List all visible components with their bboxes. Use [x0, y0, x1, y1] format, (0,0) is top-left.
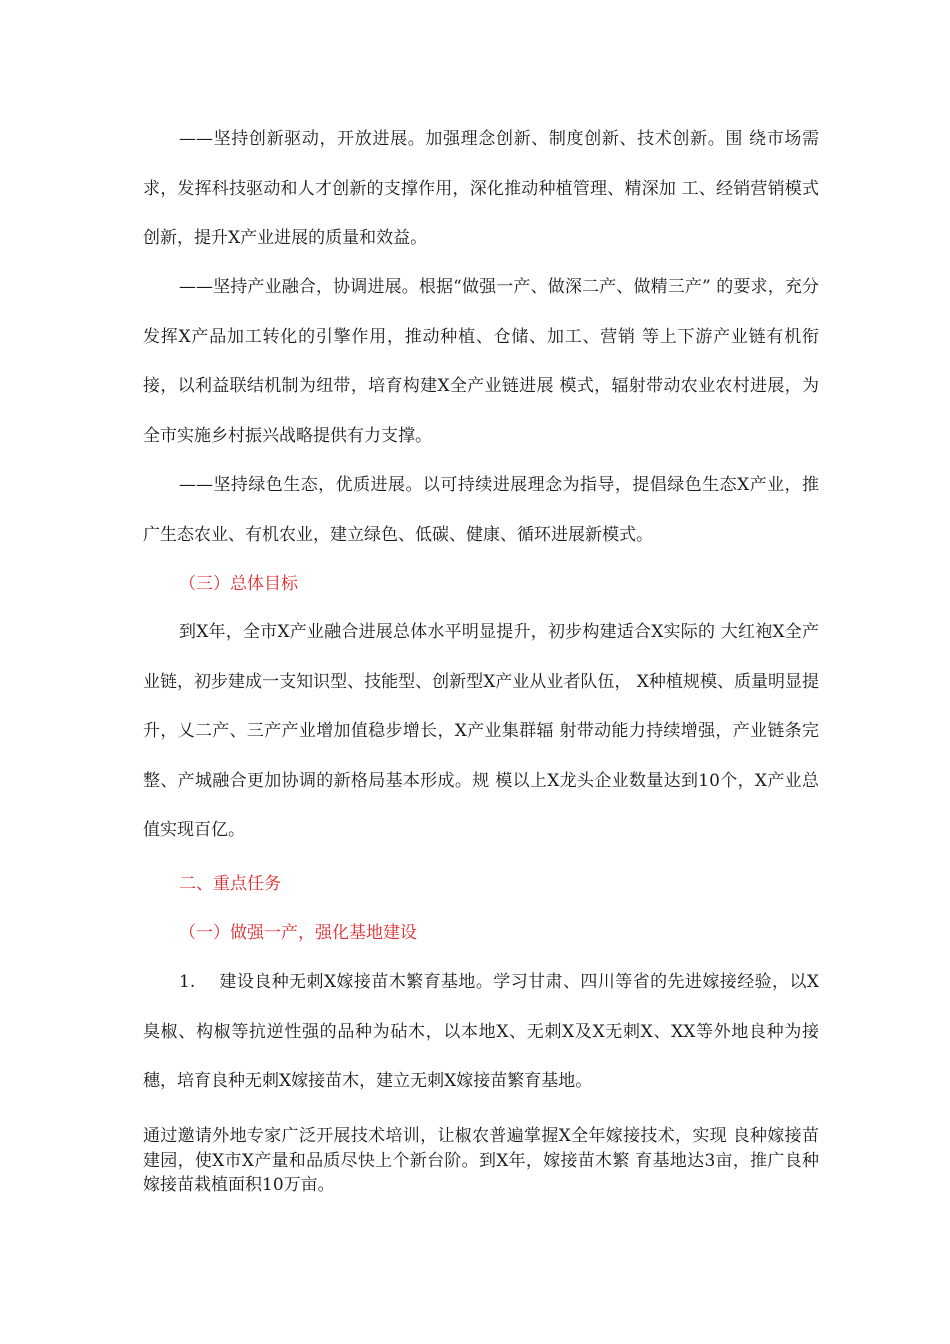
- section-heading-overall-goals: （三）总体目标: [179, 574, 298, 594]
- item-number: 1.: [179, 972, 196, 992]
- numbered-item-grafting-base: [143, 958, 819, 1107]
- paragraph-innovation: ——坚持创新驱动，开放进展。加强理念创新、制度创新、技术创新。围 绕市场需求，发挥科技驱动和人才创新的支撑作用，深化推动种植管理、精深加 工、经销营销模式创新，提升X产业进展的质量和效益。: [143, 129, 819, 248]
- paragraph-green-ecology: ——坚持绿色生态，优质进展。以可持续进展理念为指导，提倡绿色生态X产业，推广生态农业、有机农业，建立绿色、低碳、健康、循环进展新模式。: [143, 475, 819, 545]
- section-heading-primary-industry: （一）做强一产，强化基地建设: [179, 923, 417, 943]
- paragraph-integration: ——坚持产业融合，协调进展。根据“做强一产、做深二产、做精三产” 的要求，充分发挥X产品加工转化的引擎作用，推动种植、仓储、加工、营销 等上下游产业链有机衔接，以利益联结机制为纽带，培育构建X全产业链进展 模式，辐射带动农业农村进展，为全市实施乡村振兴战略提供有力支撑。: [143, 277, 819, 446]
- section-heading-key-tasks: 二、重点任务: [179, 874, 281, 894]
- paragraph-technical-training: 通过邀请外地专家广泛开展技术培训，让椒农普遍掌握X全年嫁接技术，实现 良种嫁接苗建园，使X市X产量和品质尽快上个新台阶。到X年，嫁接苗木繁 育基地达3亩，推广良种嫁接苗栽植面积10万亩。: [143, 1126, 819, 1195]
- item-text: 建设良种无刺X嫁接苗木繁育基地。学习甘肃、四川等省的先进嫁接经验，以X臭椒、构椒等抗逆性强的品种为砧木，以本地X、无刺X及X无刺X、XX等外地良种为接穗，培育良种无刺X嫁接苗木，建立无刺X嫁接苗繁育基地。: [143, 972, 819, 1091]
- paragraph-overall-goals: 到X年，全市X产业融合进展总体水平明显提升，初步构建适合X实际的 大红袍X全产业链，初步建成一支知识型、技能型、创新型X产业从业者队伍， X种植规模、质量明显提升，乂二产、三产产业增加值稳步增长，X产业集群辐 射带动能力持续增强，产业链条完整、产城融合更加协调的新格局基本形成。规 模以上X龙头企业数量达到10个，X产业总值实现百亿。: [143, 622, 819, 840]
